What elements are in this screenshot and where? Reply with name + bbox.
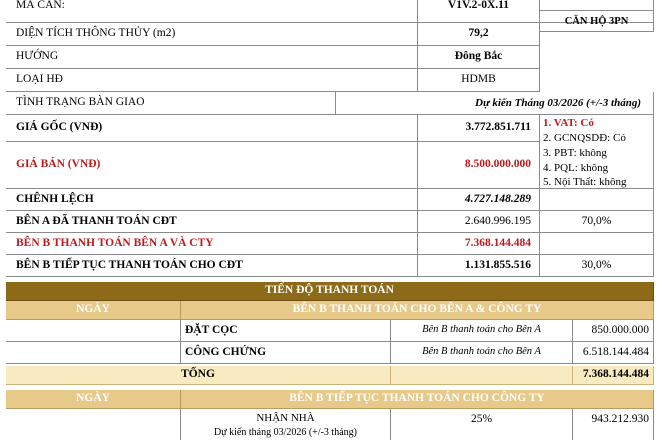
chenh-lech-label: CHÊNH LỆCH — [6, 189, 418, 211]
ben-b-label: BÊN B THANH TOÁN BÊN A VÀ CTY — [6, 233, 418, 255]
gia-goc-label: GIÁ GỐC (VNĐ) — [6, 115, 418, 142]
row-dien-tich — [6, 23, 654, 46]
cong-chung-value: 6.518.144.484 — [573, 342, 654, 364]
ben-a-value: 2.640.996.195 — [418, 211, 540, 233]
schedule-title: TIẾN ĐỘ THANH TOÁN — [6, 282, 654, 301]
loai-hd-label: LOẠI HĐ — [6, 69, 418, 92]
schedule-title-row — [6, 282, 654, 301]
header-ngay-2: NGÀY — [6, 390, 181, 409]
ma-can-label: MÃ CĂN: — [6, 0, 418, 23]
can-ho-type: CĂN HỘ 3PN — [540, 10, 654, 32]
row-loai-hd — [6, 69, 654, 92]
gia-ban-label: GIÁ BÁN (VNĐ) — [6, 142, 418, 189]
huong-label: HƯỚNG — [6, 46, 418, 69]
loai-hd-value: HDMB — [418, 69, 540, 92]
row-nhan-nha — [6, 409, 654, 440]
note-vat: 1. VAT: Có — [543, 117, 594, 129]
note-gcnqsdd: 2. GCNQSDĐ: Có — [543, 132, 626, 144]
row-tong — [6, 366, 654, 385]
chenh-lech-blank — [540, 189, 654, 211]
row-dat-coc — [6, 320, 654, 342]
ben-a-label: BÊN A ĐÃ THANH TOÁN CĐT — [6, 211, 418, 233]
row-chenh-lech — [6, 189, 654, 211]
dat-coc-date — [6, 320, 181, 342]
tong-value: 7.368.144.484 — [573, 366, 654, 385]
note-noi-that: 5. Nội Thất: không — [543, 176, 627, 188]
nhan-nha-pct: 25% — [391, 409, 573, 440]
tong-label: TỔNG — [6, 366, 391, 385]
row-tinh-trang — [6, 92, 654, 115]
ben-a-pct: 70,0% — [540, 211, 654, 233]
dat-coc-value: 850.000.000 — [573, 320, 654, 342]
nhan-nha-date — [6, 409, 181, 440]
dien-tich-value: 79,2 — [418, 23, 540, 46]
ben-b2-value: 1.131.855.516 — [418, 255, 540, 277]
huong-value: Đông Bắc — [418, 46, 540, 69]
ben-b-value: 7.368.144.484 — [418, 233, 540, 255]
price-sheet — [6, 0, 654, 440]
tinh-trang-label: TÌNH TRẠNG BÀN GIAO — [6, 92, 336, 115]
gia-ban-value: 8.500.000.000 — [418, 142, 540, 189]
header-section-1: BÊN B THANH TOÁN CHO BÊN A & CÔNG TY — [181, 301, 654, 320]
cong-chung-date — [6, 342, 181, 364]
row-ben-a — [6, 211, 654, 233]
nhan-nha-value: 943.212.930 — [573, 409, 654, 440]
row-huong — [6, 46, 654, 69]
note-pbt: 3. PBT: không — [543, 147, 607, 159]
ben-b-blank — [540, 233, 654, 255]
tinh-trang-value: Dự kiến Tháng 03/2026 (+/-3 tháng) — [336, 92, 654, 115]
row-cong-chung — [6, 342, 654, 364]
notes-box — [540, 115, 654, 189]
schedule-header-2 — [6, 390, 654, 409]
cong-chung-label: CÔNG CHỨNG — [181, 342, 391, 364]
chenh-lech-value: 4.727.148.289 — [418, 189, 540, 211]
row-ben-b — [6, 233, 654, 255]
gia-goc-value: 3.772.851.711 — [418, 115, 540, 142]
cong-chung-desc: Bên B thanh toán cho Bên A — [391, 342, 573, 364]
row-ben-b2 — [6, 255, 654, 277]
ben-b2-label: BÊN B TIẾP TỤC THANH TOÁN CHO CĐT — [6, 255, 418, 277]
nhan-nha-cell — [181, 409, 391, 440]
nhan-nha-sub: Dự kiến tháng 03/2026 (+/-3 tháng) — [214, 427, 357, 438]
header-section-2: BÊN B TIẾP TỤC THANH TOÁN CHO CÔNG TY — [181, 390, 654, 409]
ben-b2-pct: 30,0% — [540, 255, 654, 277]
header-ngay: NGÀY — [6, 301, 181, 320]
note-pql: 4. PQL: không — [543, 162, 609, 174]
ma-can-code: V1V.2-0X.11 — [418, 0, 540, 23]
dat-coc-label: ĐẶT CỌC — [181, 320, 391, 342]
schedule-header-1 — [6, 301, 654, 320]
dien-tich-label: DIỆN TÍCH THÔNG THỦY (m2) — [6, 23, 418, 46]
nhan-nha-label: NHẬN NHÀ — [256, 412, 315, 424]
tong-blank — [391, 366, 573, 385]
dat-coc-desc: Bên B thanh toán cho Bên A — [391, 320, 573, 342]
